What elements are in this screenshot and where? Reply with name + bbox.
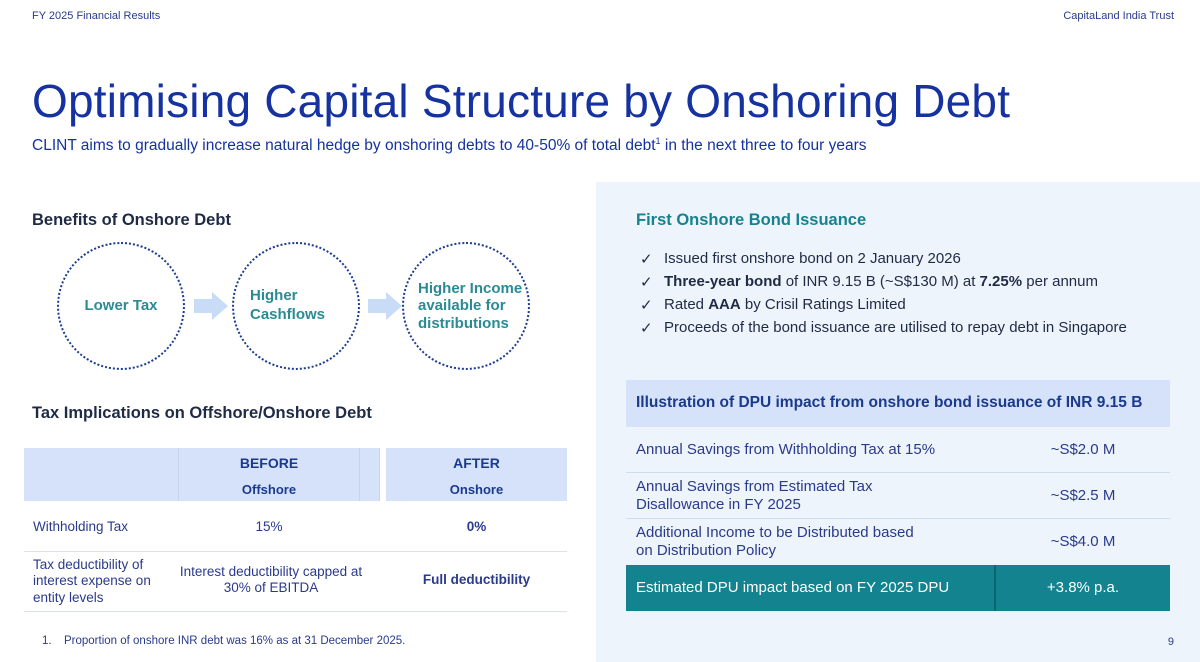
footnote-marker: 1 bbox=[655, 136, 661, 146]
company-label: CapitaLand India Trust bbox=[1063, 10, 1174, 22]
table-header-blank bbox=[24, 448, 179, 501]
bond-rate-bold: 7.25% bbox=[979, 273, 1023, 290]
after-value: 0% bbox=[466, 519, 487, 534]
dpu-table-title: Illustration of DPU impact from onshore bond issuance of INR 9.15 B bbox=[636, 394, 1143, 411]
dpu-row-value: ~S$2.5 M bbox=[1050, 487, 1116, 504]
bond-item-text-end: by Crisil Ratings Limited bbox=[740, 296, 906, 313]
table-row bbox=[626, 473, 1170, 519]
dpu-row-label: Annual Savings from Withholding Tax at 15% bbox=[636, 441, 936, 458]
page-number: 9 bbox=[1167, 636, 1174, 648]
before-column-header bbox=[179, 448, 359, 501]
report-label: FY 2025 Financial Results bbox=[32, 10, 161, 22]
benefit-label: Higher Income available for distributions bbox=[418, 280, 523, 332]
after-subheading: Onshore bbox=[449, 482, 504, 497]
before-value: 15% bbox=[255, 519, 283, 534]
table-header-spacer bbox=[359, 448, 380, 501]
table-row bbox=[626, 519, 1170, 565]
benefit-label: Higher Cashflows bbox=[250, 287, 326, 323]
table-row bbox=[626, 427, 1170, 473]
table-row bbox=[24, 552, 567, 612]
dpu-total-value: +3.8% p.a. bbox=[1046, 579, 1120, 596]
list-item bbox=[640, 319, 1127, 342]
dpu-row-value: ~S$4.0 M bbox=[1050, 533, 1116, 550]
footnote-text: Proportion of onshore INR debt was 16% as at 31 December 2025. bbox=[64, 635, 406, 647]
bond-highlights-list bbox=[640, 250, 1127, 342]
check-icon: ✓ bbox=[640, 251, 653, 268]
table-header-before bbox=[24, 448, 380, 501]
list-item bbox=[640, 273, 1127, 296]
dpu-table-header bbox=[626, 380, 1170, 427]
bond-item-text: Proceeds of the bond issuance are utilised to repay debt in Singapore bbox=[664, 319, 1127, 336]
dpu-row-label: Additional Income to be Distributed based on Distribution Policy bbox=[636, 524, 914, 560]
before-value: Interest deductibility capped at 30% of EBITDA bbox=[179, 564, 363, 596]
benefit-circle-higher-income bbox=[402, 242, 530, 370]
benefit-label: Lower Tax bbox=[84, 296, 158, 314]
arrow-right-icon bbox=[368, 292, 402, 320]
after-column-header bbox=[386, 448, 567, 501]
row-label: Withholding Tax bbox=[33, 519, 129, 534]
check-icon: ✓ bbox=[640, 297, 653, 314]
bond-item-text bbox=[664, 296, 906, 319]
rating-bold: AAA bbox=[708, 296, 741, 313]
bond-item-text-part: Rated bbox=[664, 296, 709, 313]
after-heading: AFTER bbox=[453, 455, 500, 471]
tax-implications-title: Tax Implications on Offshore/Onshore Debt bbox=[32, 404, 372, 422]
bond-item-text bbox=[664, 273, 1098, 296]
check-icon: ✓ bbox=[640, 320, 653, 337]
benefit-circle-lower-tax bbox=[57, 242, 185, 370]
dpu-total-row bbox=[626, 565, 1170, 611]
subtitle-text-end: in the next three to four years bbox=[660, 137, 867, 155]
bond-item-text: Issued first onshore bond on 2 January 2026 bbox=[664, 250, 961, 267]
footnote-number: 1. bbox=[42, 635, 52, 647]
dpu-row-label: Annual Savings from Estimated Tax Disallowance in FY 2025 bbox=[636, 478, 873, 514]
after-value: Full deductibility bbox=[422, 572, 531, 587]
benefit-circle-higher-cashflows bbox=[232, 242, 360, 370]
footnote bbox=[42, 635, 405, 647]
check-icon: ✓ bbox=[640, 274, 653, 291]
list-item bbox=[640, 296, 1127, 319]
bond-item-text-end: per annum bbox=[1022, 273, 1098, 290]
row-label: Tax deductibility of interest expense on entity levels bbox=[33, 557, 151, 605]
bond-item-text-part: of INR 9.15 B (~S$130 M) at bbox=[781, 273, 980, 290]
bond-issuance-title: First Onshore Bond Issuance bbox=[636, 211, 867, 229]
before-heading: BEFORE bbox=[239, 455, 299, 471]
benefits-title: Benefits of Onshore Debt bbox=[32, 211, 231, 229]
before-subheading: Offshore bbox=[241, 482, 297, 497]
list-item bbox=[640, 250, 1127, 273]
page-title: Optimising Capital Structure by Onshoring Debt bbox=[32, 75, 1011, 127]
dpu-total-label: Estimated DPU impact based on FY 2025 DPU bbox=[636, 579, 950, 596]
table-row bbox=[24, 501, 567, 552]
page-subtitle bbox=[32, 136, 866, 155]
arrow-right-icon bbox=[194, 292, 228, 320]
subtitle-text: CLINT aims to gradually increase natural hedge by onshoring debts to 40-50% of total debt bbox=[32, 137, 656, 155]
bond-term-bold: Three-year bond bbox=[664, 273, 782, 290]
dpu-row-value: ~S$2.0 M bbox=[1050, 441, 1116, 458]
